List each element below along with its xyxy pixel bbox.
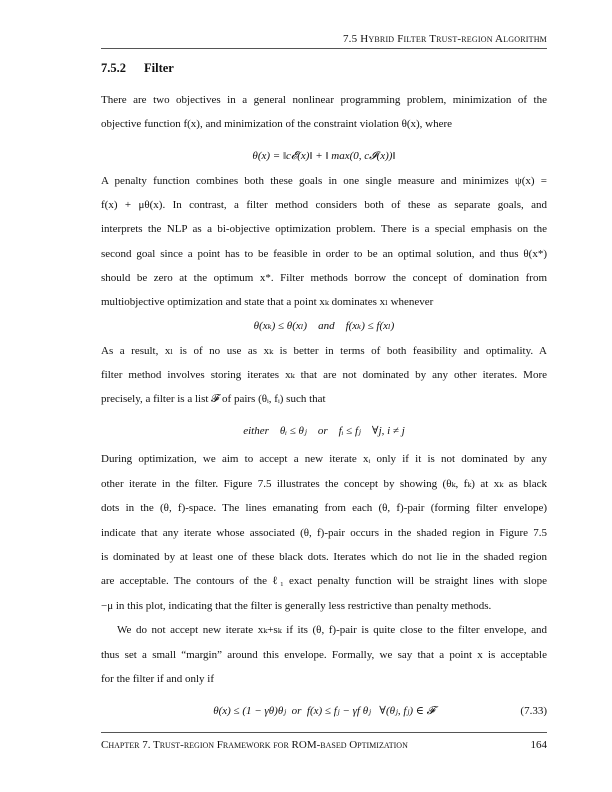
equation-theta: θ(x) = ‖c𝓔(x)‖ + ‖ max(0, c𝓘(x))‖	[252, 150, 396, 162]
section-heading	[101, 61, 174, 76]
text-line: f(x) + μθ(x). In contrast, a filter method considers both of these as separate goals, and	[101, 199, 547, 211]
chapter-footer: Chapter 7. Trust-region Framework for ROM-based Optimization	[101, 739, 408, 751]
text-line: are acceptable. The contours of the ℓ₁ exact penalty function will be straight lines with slope	[101, 575, 547, 587]
text-line: −μ in this plot, indicating that the filter is generally less restrictive than penalty methods.	[101, 600, 492, 612]
text-line: indicate that any iterate whose associated (θ, f)-pair occurs in the shaded region in Figure 7.5	[101, 527, 547, 539]
text-line: precisely, a filter is a list 𝓕 of pairs (θᵢ, fᵢ) such that	[101, 393, 326, 405]
section-number: 7.5.2	[101, 61, 126, 75]
section-title: Filter	[144, 61, 174, 75]
text-line: is dominated by at least one of these black dots. Iterates which do not lie in the shaded region	[101, 551, 547, 563]
text-line: multiobjective optimization and state that a point xₖ dominates xₗ whenever	[101, 296, 434, 308]
text-line: objective function f(x), and minimization of the constraint violation θ(x), where	[101, 118, 453, 130]
text-line: A penalty function combines both these goals in one single measure and minimizes ψ(x) =	[101, 175, 547, 187]
text-line: As a result, xₗ is of no use as xₖ is better in terms of both feasibility and optimality. A	[101, 345, 547, 357]
text-line: filter method involves storing iterates xₖ that are not dominated by any other iterates. More	[101, 369, 547, 381]
text-line: We do not accept new iterate xₖ+sₖ if its (θ, f)-pair is quite close to the filter envelope, and	[117, 624, 547, 636]
text-line: There are two objectives in a general nonlinear programming problem, minimization of the	[101, 94, 547, 106]
equation-number: (7.33)	[520, 705, 547, 717]
equation-acceptable: θ(x) ≤ (1 − γθ)θⱼ or f(x) ≤ fⱼ − γf θⱼ ∀(θⱼ, fⱼ) ∈ 𝓕	[213, 705, 435, 717]
text-line: for the filter if and only if	[101, 673, 215, 685]
text-line: During optimization, we aim to accept a new iterate xᵢ only if it is not dominated by any	[101, 453, 547, 465]
text-line: other iterate in the filter. Figure 7.5 illustrates the concept by showing (θₖ, fₖ) at xₖ as black	[101, 478, 547, 490]
equation-domination: θ(xₖ) ≤ θ(xₗ) and f(xₖ) ≤ f(xₗ)	[253, 320, 395, 332]
text-line: second goal since a point has to be feasible in order to be an optimal solution, and thus θ(x*)	[101, 248, 547, 260]
header-rule	[101, 48, 547, 49]
text-line: dots in the (θ, f)-space. The lines emanating from each (θ, f)-pair (forming filter envelope)	[101, 502, 547, 514]
running-header: 7.5 Hybrid Filter Trust-region Algorithm	[342, 33, 547, 45]
footer-rule	[101, 732, 547, 733]
page-number: 164	[530, 739, 547, 751]
text-line: thus set a small “margin” around this envelope. Formally, we say that a point x is acceptable	[101, 649, 547, 661]
text-line: interprets the NLP as a bi-objective optimization problem. There is a special emphasis on the	[101, 223, 547, 235]
text-line: should be zero at the optimum x*. Filter methods borrow the concept of domination from	[101, 272, 547, 284]
equation-filter: either θᵢ ≤ θⱼ or fᵢ ≤ fⱼ ∀j, i ≠ j	[243, 425, 405, 437]
